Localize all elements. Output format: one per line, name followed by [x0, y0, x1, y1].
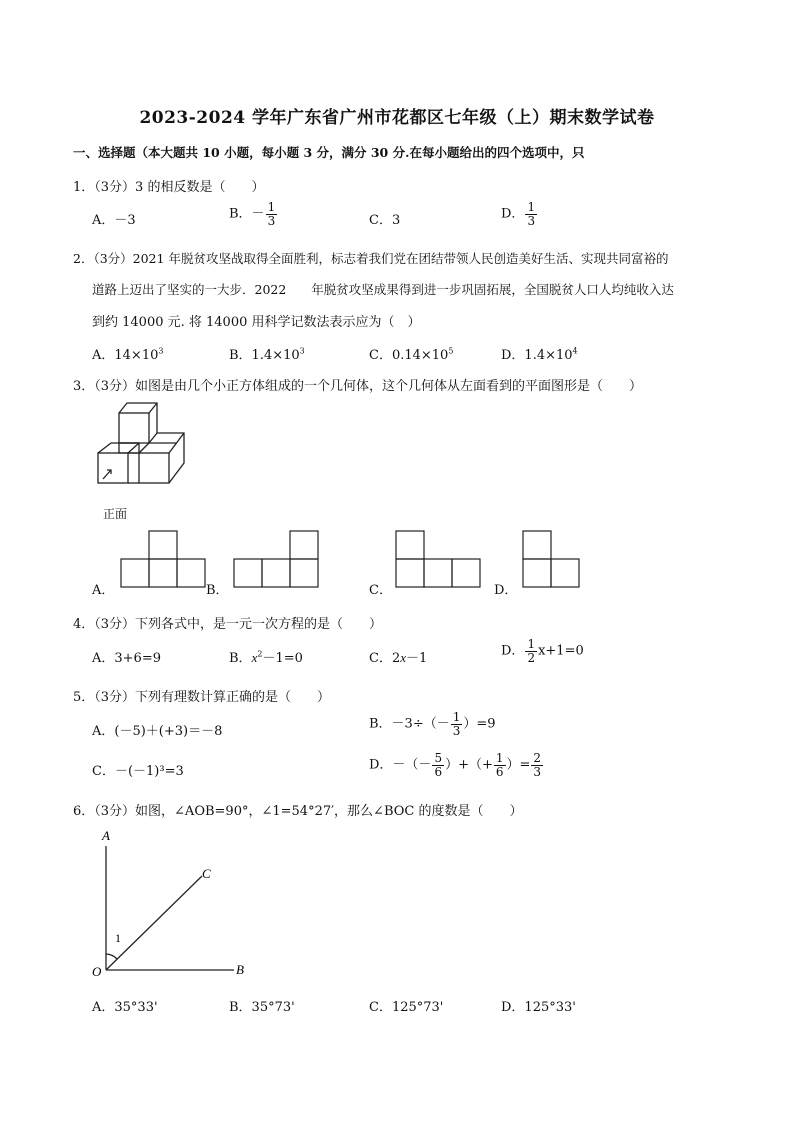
fraction: $\frac{1}{3}$ — [452, 710, 461, 738]
point-c-label: C — [202, 866, 211, 881]
question-1-option-c: C．3 — [369, 213, 401, 228]
section-heading: 一、选择题（本大题共 10 小题，每小题 3 分，满分 30 分.在每小题给出的四个选项中，只 — [73, 145, 585, 160]
question-4-option-d: D． $\frac{1}{2}$ x+1=0 — [501, 637, 584, 665]
point-b-label: B — [236, 962, 244, 977]
ray-oc — [106, 876, 202, 970]
question-3-option-d-label: D． — [494, 583, 518, 598]
question-2-option-a: A．$14\times 10^3$ — [92, 346, 164, 363]
question-6-stem: 6．（3分）如图，∠AOB=90°，∠1=54°27′，那么∠BOC 的度数是（ ） — [73, 804, 523, 819]
question-2-option-b: B．$1.4\times 10^3$ — [229, 346, 305, 363]
question-4-option-b: B．$x^2-1=0$ — [229, 649, 303, 666]
question-4-stem: 4．（3分）下列各式中，是一元一次方程的是（ ） — [73, 617, 383, 632]
question-3-option-a-label: A． — [92, 583, 115, 598]
question-5-stem: 5．（3分）下列有理数计算正确的是（ ） — [73, 690, 331, 705]
question-2-line-1: 2．（3分）2021 年脱贫攻坚战取得全面胜利，标志着我们党在团结带领人民创造美好生活、实现共同富裕的 — [73, 251, 669, 266]
question-5-option-b: B．－3÷（－ $\frac{1}{3}$ ）=9 — [369, 710, 496, 738]
question-2-option-c: C．$0.14\times 10^5$ — [369, 346, 454, 363]
question-3-option-b-label: B． — [206, 583, 229, 598]
question-6-option-c: C．125°73' — [369, 1000, 444, 1015]
question-6-option-a: A．35°33' — [92, 1000, 158, 1015]
question-1-option-a: A．－3 — [92, 213, 136, 228]
fraction: $\frac{1}{6}$ — [495, 751, 504, 779]
option-b-view-figure — [233, 529, 321, 589]
question-4-option-a: A．3+6=9 — [92, 651, 161, 666]
question-2-line-2: 道路上迈出了坚实的一大步．2022 年脱贫攻坚成果得到进一步巩固拓展，全国脱贫人口人均纯收入达 — [92, 282, 674, 297]
angle-diagram — [88, 826, 258, 984]
question-3-option-c-label: C． — [369, 583, 392, 598]
front-label: 正面 — [103, 507, 128, 521]
fraction: $\frac{1}{3}$ — [527, 200, 536, 228]
question-6-option-b: B．35°73' — [229, 1000, 295, 1015]
angle-1-label: 1 — [115, 931, 121, 945]
question-2-option-d: D．$1.4\times 10^4$ — [501, 346, 578, 363]
option-a-view-figure — [120, 529, 208, 589]
question-2-line-3: 到约 14000 元. 将 14000 用科学记数法表示应为（ ） — [92, 315, 421, 330]
fraction: $\frac{5}{6}$ — [434, 751, 443, 779]
question-1-option-d: D． $\frac{1}{3}$ — [501, 200, 536, 228]
fraction: $\frac{2}{3}$ — [533, 751, 542, 779]
question-5-option-a: A．(－5)＋(+3)＝－8 — [92, 724, 223, 739]
page-title: 2023-2024 学年广东省广州市花都区七年级（上）期末数学试卷 — [139, 108, 655, 128]
question-4-option-c: C．2x－1 — [369, 650, 428, 666]
question-3-stem: 3．（3分）如图是由几个小正方体组成的一个几何体，这个几何体从左面看到的平面图形是（ ） — [73, 379, 643, 394]
fraction: $\frac{1}{3}$ — [267, 200, 276, 228]
point-o-label: O — [92, 964, 102, 979]
question-5-option-d: D．－（－ $\frac{5}{6}$ ）+（+ $\frac{1}{6}$ ）= $\frac{2}{3}$ — [369, 751, 542, 779]
question-1-stem: 1．（3分）3 的相反数是（ ） — [73, 180, 265, 195]
question-1-option-b: B．－ $\frac{1}{3}$ — [229, 200, 276, 228]
cube-solid-figure — [90, 396, 200, 500]
question-6-option-d: D．125°33' — [501, 1000, 576, 1015]
point-a-label: A — [102, 828, 110, 843]
fraction: $\frac{1}{2}$ — [527, 637, 536, 665]
question-5-option-c: C．－(－1)³=3 — [92, 764, 184, 779]
option-c-view-figure — [395, 529, 483, 589]
option-d-view-figure — [522, 529, 582, 589]
angle-arc — [106, 954, 117, 959]
